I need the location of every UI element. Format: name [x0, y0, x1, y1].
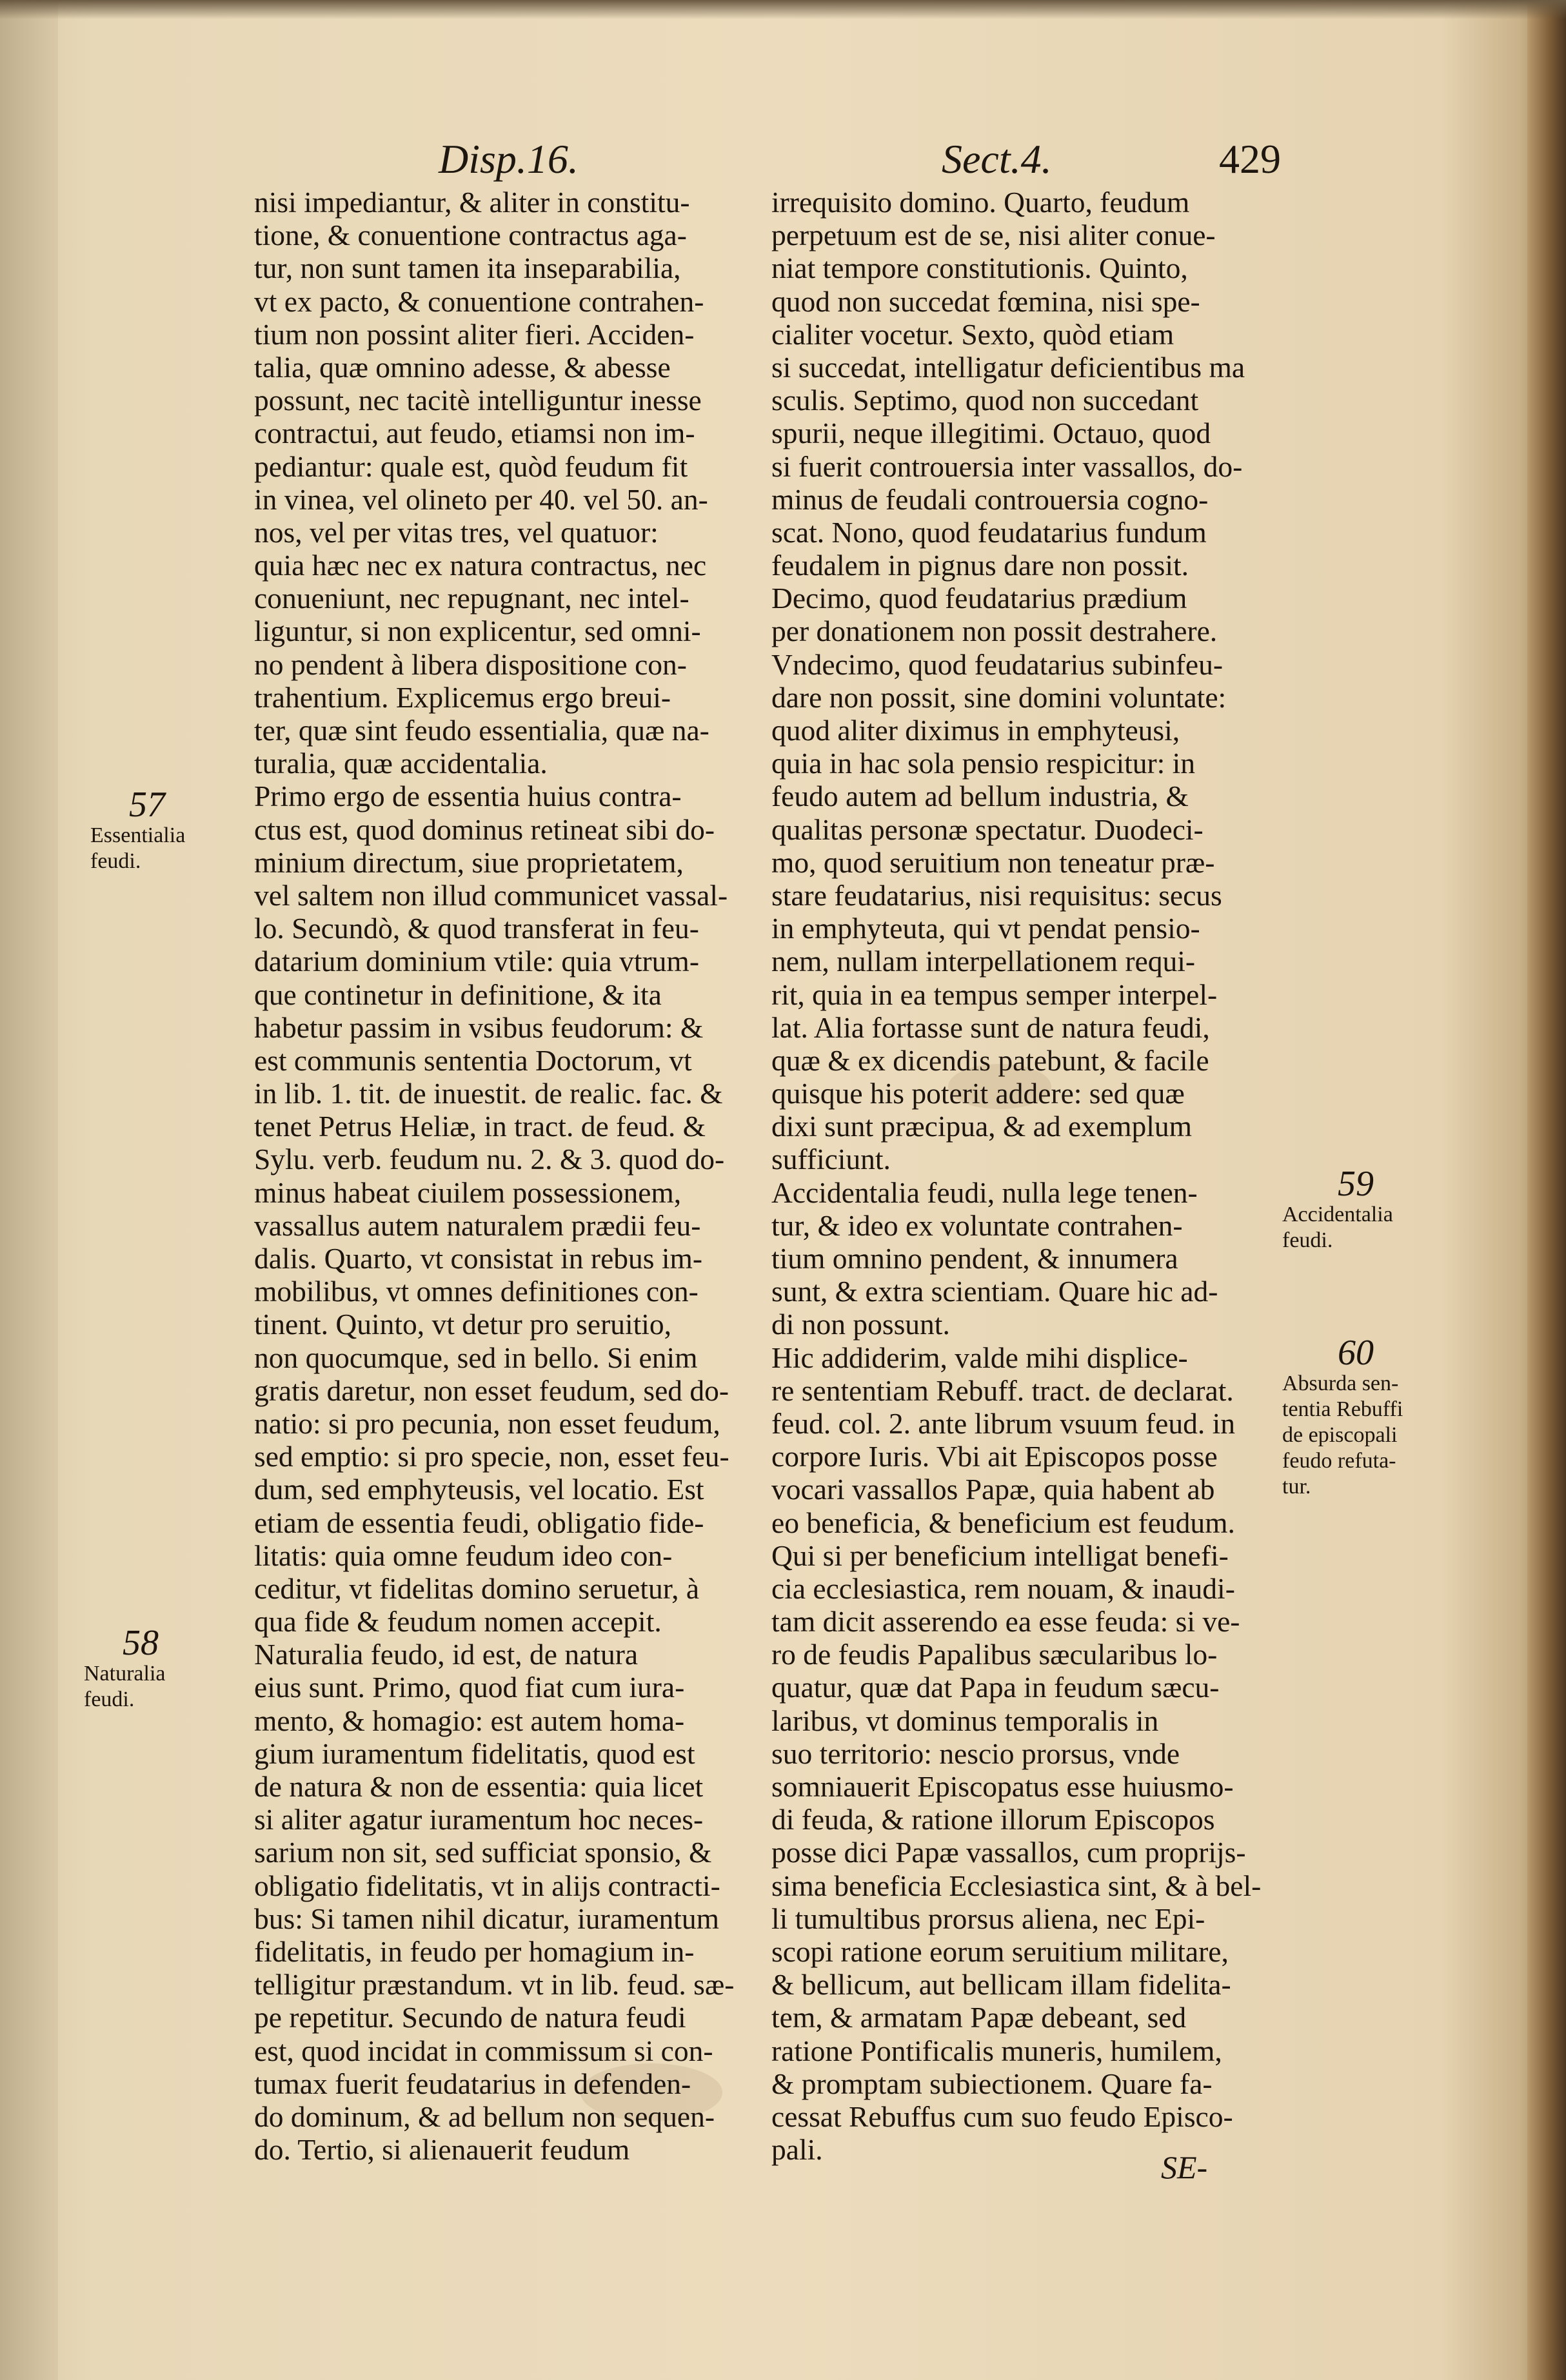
text-line: Qui si per beneficium intelligat benefi-: [771, 1539, 1229, 1572]
text-line: liguntur, si non explicentur, sed omni-: [254, 615, 701, 648]
text-line: cia ecclesiastica, rem nouam, & inaudi-: [771, 1571, 1235, 1605]
text-line: qualitas personæ spectatur. Duodeci-: [771, 812, 1204, 846]
text-line: natio: si pro pecunia, non esset feudum,: [254, 1406, 720, 1440]
margin-note-number: 58: [123, 1623, 159, 1663]
text-line: li tumultibus prorsus aliena, nec Epi-: [771, 1902, 1205, 1935]
text-line: sarium non sit, sed sufficiat sponsio, &: [254, 1836, 712, 1869]
text-line: talia, quæ omnino adesse, & abesse: [254, 350, 671, 384]
text-line: sculis. Septimo, quod non succedant: [771, 384, 1199, 417]
text-line: Hic addiderim, valde mihi displice-: [771, 1341, 1188, 1374]
text-line: tium non possint aliter fieri. Acciden-: [254, 317, 695, 351]
text-line: spurii, neque illegitimi. Octauo, quod: [771, 417, 1211, 450]
text-line: tione, & conuentione contractus aga-: [254, 219, 687, 252]
text-line: si fuerit controuersia inter vassallos, do-: [771, 449, 1243, 483]
text-line: eo beneficia, & beneficium est feudum.: [771, 1506, 1235, 1539]
text-line: cessat Rebuffus cum suo feudo Episco-: [771, 2100, 1233, 2133]
text-line: vt ex pacto, & conuentione contrahen-: [254, 284, 704, 318]
text-line: minus habeat ciuilem possessionem,: [254, 1175, 682, 1209]
margin-note-line: de episcopali: [1282, 1423, 1398, 1447]
text-line: lo. Secundò, & quod transferat in feu-: [254, 912, 699, 945]
text-line: lat. Alia fortasse sunt de natura feudi,: [771, 1010, 1210, 1044]
text-line: per donationem non possit destrahere.: [771, 615, 1218, 648]
text-line: minium directum, siue proprietatem,: [254, 845, 684, 879]
text-line: eius sunt. Primo, quod fiat cum iura-: [254, 1671, 685, 1704]
margin-note-60: [1282, 1335, 1450, 1500]
text-line: tur, & ideo ex voluntate contrahen-: [771, 1208, 1183, 1242]
text-line: gratis daretur, non esset feudum, sed do-: [254, 1373, 729, 1407]
left-gutter: [0, 0, 58, 2380]
text-line: perpetuum est de se, nisi aliter conue-: [771, 219, 1216, 252]
page-edge-shadow: [1527, 0, 1566, 2380]
text-line: tumax fuerit feudatarius in defenden-: [254, 2067, 691, 2100]
text-line: di feuda, & ratione illorum Episcopos: [771, 1803, 1215, 1836]
text-line: ratione Pontificalis muneris, humilem,: [771, 2034, 1222, 2067]
text-line: non quocumque, sed in bello. Si enim: [254, 1341, 698, 1374]
text-line: ctus est, quod dominus retineat sibi do-: [254, 812, 715, 846]
text-line: do dominum, & ad bellum non sequen-: [254, 2100, 715, 2133]
text-line: vel saltem non illud communicet vassal-: [254, 878, 728, 912]
text-line: mento, & homagio: est autem homa-: [254, 1704, 685, 1737]
margin-note-line: Absurda sen-: [1282, 1372, 1399, 1395]
text-line: scopi ratione eorum seruitium militare,: [771, 1934, 1229, 1968]
margin-note-number: 60: [1338, 1333, 1374, 1373]
margin-note-57: [90, 787, 239, 874]
text-line: tium omnino pendent, & innumera: [771, 1242, 1178, 1275]
text-line: cialiter vocetur. Sexto, quòd etiam: [771, 317, 1174, 351]
text-line: no pendent à libera dispositione con-: [254, 647, 687, 681]
text-line: habetur passim in vsibus feudorum: &: [254, 1010, 704, 1044]
text-line: datarium dominium vtile: quia vtrum-: [254, 945, 699, 978]
header-left: Disp.16.: [439, 136, 579, 182]
text-line: ceditur, vt fidelitas domino seruetur, à: [254, 1571, 700, 1605]
text-line: quia hæc nec ex natura contractus, nec: [254, 549, 707, 582]
text-line: mobilibus, vt omnes definitiones con-: [254, 1275, 699, 1308]
text-line: pali.: [771, 2133, 823, 2167]
margin-note-59: [1282, 1166, 1450, 1254]
text-line: & promptam subiectionem. Quare fa-: [771, 2067, 1213, 2100]
text-line: trahentium. Explicemus ergo breui-: [254, 680, 671, 714]
text-line: nisi impediantur, & aliter in constitu-: [254, 186, 690, 219]
running-header: [0, 135, 1566, 193]
text-line: Naturalia feudo, id est, de natura: [254, 1638, 639, 1671]
right-text-column: [771, 186, 1287, 2166]
text-line: corpore Iuris. Vbi ait Episcopos posse: [771, 1440, 1218, 1473]
text-line: Primo ergo de essentia huius contra-: [254, 780, 682, 813]
text-line: re sententiam Rebuff. tract. de declarat.: [771, 1373, 1234, 1407]
text-line: sed emptio: si pro specie, non, esset feu-: [254, 1440, 729, 1473]
text-line: quod aliter diximus in emphyteusi,: [771, 714, 1180, 747]
text-line: & bellicum, aut bellicam illam fidelita-: [771, 1968, 1231, 2001]
page-number: 429: [1219, 136, 1281, 182]
text-line: sunt, & extra scientiam. Quare hic ad-: [771, 1275, 1218, 1308]
text-line: vocari vassallos Papæ, quia habent ab: [771, 1473, 1215, 1506]
text-line: Vndecimo, quod feudatarius subinfeu-: [771, 647, 1224, 681]
text-line: feud. col. 2. ante librum vsuum feud. in: [771, 1406, 1236, 1440]
text-line: gium iuramentum fidelitatis, quod est: [254, 1736, 695, 1770]
text-line: si aliter agatur iuramentum hoc neces-: [254, 1803, 704, 1836]
margin-note-line: feudo refuta-: [1282, 1449, 1396, 1473]
text-line: pe repetitur. Secundo de natura feudi: [254, 2001, 686, 2034]
text-line: si succedat, intelligatur deficientibus ma: [771, 350, 1245, 384]
text-line: di non possunt.: [771, 1308, 950, 1341]
text-line: etiam de essentia feudi, obligatio fide-: [254, 1506, 704, 1539]
margin-note-line: feudi.: [84, 1687, 135, 1711]
margin-note-line: feudi.: [1282, 1228, 1333, 1252]
text-line: nos, vel per vitas tres, vel quatuor:: [254, 515, 659, 549]
text-line: vassallus autem naturalem prædii feu-: [254, 1208, 701, 1242]
text-line: ter, quæ sint feudo essentialia, quæ na-: [254, 714, 709, 747]
text-line: dum, sed emphyteusis, vel locatio. Est: [254, 1473, 704, 1506]
margin-note-58: [84, 1625, 239, 1713]
margin-note-line: feudi.: [90, 849, 141, 873]
text-line: sufficiunt.: [771, 1143, 891, 1176]
text-line: est communis sententia Doctorum, vt: [254, 1043, 692, 1077]
text-line: laribus, vt dominus temporalis in: [771, 1704, 1159, 1737]
text-line: bus: Si tamen nihil dicatur, iuramentum: [254, 1902, 720, 1935]
text-line: in emphyteuta, qui vt pendat pensio-: [771, 912, 1200, 945]
text-line: quisque his poterit addere: sed quæ: [771, 1077, 1185, 1110]
text-line: tem, & armatam Papæ debeant, sed: [771, 2001, 1187, 2034]
text-line: in vinea, vel olineto per 40. vel 50. an-: [254, 482, 708, 516]
text-line: feudo autem ad bellum industria, &: [771, 780, 1189, 813]
text-line: quæ & ex dicendis patebunt, & facile: [771, 1043, 1209, 1077]
margin-note-line: tentia Rebuffi: [1282, 1397, 1403, 1421]
text-line: quia in hac sola pensio respicitur: in: [771, 747, 1196, 780]
text-line: Accidentalia feudi, nulla lege tenen-: [771, 1175, 1198, 1209]
text-line: suo territorio: nescio prorsus, vnde: [771, 1736, 1180, 1770]
text-line: dixi sunt præcipua, & ad exemplum: [771, 1110, 1193, 1143]
text-line: ro de feudis Papalibus sæcularibus lo-: [771, 1638, 1218, 1671]
text-line: contractui, aut feudo, etiamsi non im-: [254, 417, 695, 450]
text-line: tenet Petrus Heliæ, in tract. de feud. &: [254, 1110, 706, 1143]
text-line: tam dicit asserendo ea esse feuda: si ve-: [771, 1605, 1240, 1638]
text-line: obligatio fidelitatis, vt in alijs contracti-: [254, 1869, 720, 1902]
text-line: litatis: quia omne feudum ideo con-: [254, 1539, 673, 1572]
margin-note-line: Accidentalia: [1282, 1203, 1393, 1226]
text-line: posse dici Papæ vassallos, cum proprijs-: [771, 1836, 1246, 1869]
text-line: niat tempore constitutionis. Quinto,: [771, 251, 1188, 285]
margin-note-line: tur.: [1282, 1475, 1311, 1499]
text-line: nem, nullam interpellationem requi-: [771, 945, 1196, 978]
text-line: conueniunt, nec repugnant, nec intel-: [254, 582, 689, 615]
text-line: de natura & non de essentia: quia licet: [254, 1770, 704, 1803]
text-line: dare non possit, sine domini voluntate:: [771, 680, 1227, 714]
text-line: pediantur: quale est, quòd feudum fit: [254, 449, 688, 483]
catchword: SE-: [1161, 2149, 1208, 2185]
text-line: do. Tertio, si alienauerit feudum: [254, 2133, 630, 2167]
text-line: turalia, quæ accidentalia.: [254, 747, 548, 780]
header-right: Sect.4.: [942, 136, 1052, 182]
text-line: scat. Nono, quod feudatarius fundum: [771, 515, 1207, 549]
text-line: irrequisito domino. Quarto, feudum: [771, 186, 1190, 219]
top-shadow: [0, 0, 1566, 19]
left-text-column: [254, 186, 751, 2166]
text-line: in lib. 1. tit. de inuestit. de realic. fac. &: [254, 1077, 723, 1110]
text-line: feudalem in pignus dare non possit.: [771, 549, 1189, 582]
text-line: que continetur in definitione, & ita: [254, 978, 662, 1011]
text-line: est, quod incidat in commissum si con-: [254, 2034, 713, 2067]
text-line: tinent. Quinto, vt detur pro seruitio,: [254, 1308, 672, 1341]
text-line: stare feudatarius, nisi requisitus: secus: [771, 878, 1222, 912]
text-line: Sylu. verb. feudum nu. 2. & 3. quod do-: [254, 1143, 725, 1176]
text-line: somniauerit Episcopatus esse huiusmo-: [771, 1770, 1234, 1803]
text-line: qua fide & feudum nomen accepit.: [254, 1605, 662, 1638]
text-line: tur, non sunt tamen ita inseparabilia,: [254, 251, 681, 285]
text-line: minus de feudali controuersia cogno-: [771, 482, 1209, 516]
margin-note-number: 57: [129, 785, 165, 825]
text-line: possunt, nec tacitè intelliguntur inesse: [254, 384, 702, 417]
text-line: dalis. Quarto, vt consistat in rebus im-: [254, 1242, 703, 1275]
text-line: quatur, quæ dat Papa in feudum sæcu-: [771, 1671, 1220, 1704]
text-line: Decimo, quod feudatarius prædium: [771, 582, 1187, 615]
margin-note-line: Naturalia: [84, 1662, 166, 1686]
text-line: fidelitatis, in feudo per homagium in-: [254, 1934, 695, 1968]
text-line: rit, quia in ea tempus semper interpel-: [771, 978, 1218, 1011]
text-line: quod non succedat fœmina, nisi spe-: [771, 284, 1200, 318]
margin-note-number: 59: [1338, 1164, 1374, 1204]
margin-note-line: Essentialia: [90, 823, 186, 847]
text-line: sima beneficia Ecclesiastica sint, & à bel-: [771, 1869, 1262, 1902]
text-line: telligitur præstandum. vt in lib. feud. sæ-: [254, 1968, 735, 2001]
text-line: mo, quod seruitium non teneatur præ-: [771, 845, 1215, 879]
